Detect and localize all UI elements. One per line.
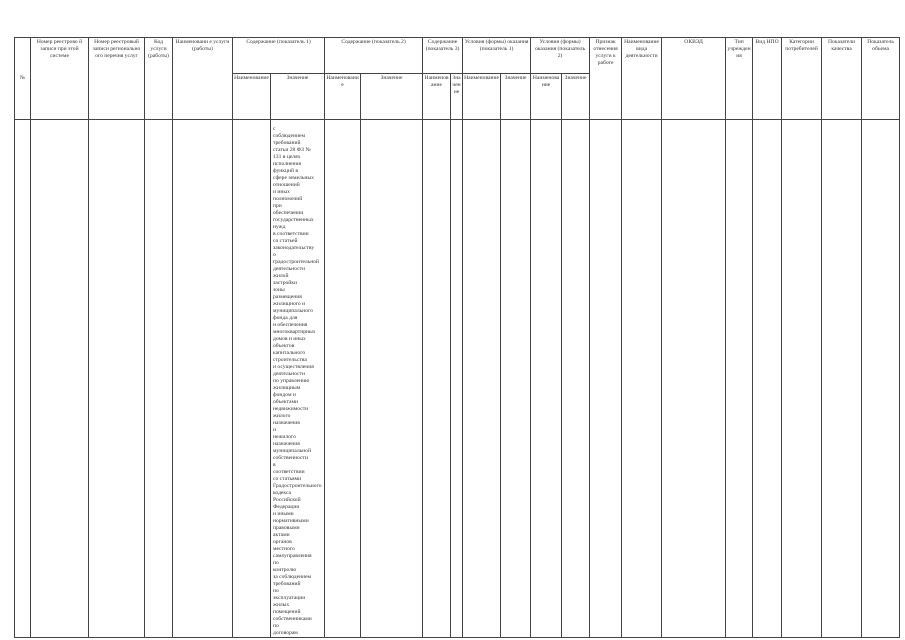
header-sign: Признак отнесения услуги к работе [590,38,622,120]
header-conditions-2: Условия (формы) оказания (показатель 2) [531,38,590,74]
header-activity: Наименование вида деятельности [622,38,662,120]
header-content-1: Содержание (показатель 1) [233,38,325,74]
header-volume: Показатель объема [862,38,900,120]
cell-volume [862,120,900,638]
description-line: сфере земельных [273,175,314,181]
description-line: жилищным [273,385,301,391]
services-register-table [14,37,900,638]
subheader-name: Наименование [325,74,361,120]
description-line: и осуществления [273,364,314,370]
description-line: размещения [273,294,302,300]
description-line: обеспечении [273,210,304,216]
description-line: капитального [273,350,306,356]
description-line: о градостроительной [273,252,319,265]
description-line: актами [273,532,290,538]
header-content-2: Содержание (показатель 2) [325,38,423,74]
cell-content-3-value [451,120,463,638]
description-line: домов и иных [273,336,306,342]
description-line: органов [273,539,292,545]
subheader-value: Значение [501,74,531,120]
description-line: Федерации [273,504,300,510]
header-reg-number: Номер реестрово й записи при этой системе [31,38,89,120]
description-line: зоны [273,287,285,293]
description-line: с [273,126,276,132]
description-line: самоуправления [273,553,312,559]
description-line: исполнения [273,161,302,167]
description-line: за соблюдением [273,574,312,580]
description-line: муниципальной [273,448,311,454]
cell-sign [590,120,622,638]
header-service-code: Код услуги (работы) [145,38,173,120]
description-line: требований [273,140,301,146]
description-line: соответствии [273,469,305,475]
description-line: при [273,203,282,209]
description-line: помещений [273,609,301,615]
subheader-value: Значение [361,74,423,120]
header-institution-type: Тип учреждения [726,38,753,120]
cell-category [782,120,822,638]
header-num: № [15,38,31,120]
description-line: со статьями [273,476,302,482]
cell-npo [753,120,782,638]
description-line: государственных [273,217,314,223]
subheader-name: Наименование [463,74,501,120]
cell-reg-number [31,120,89,638]
description-line: договорам [273,630,298,636]
description-line: жилой [273,273,289,279]
description-line: статьи 28 ФЗ № [273,147,311,153]
description-line: фондом и [273,392,296,398]
description-line: в соответствии [273,231,309,237]
description-line: строительства [273,357,307,363]
register-page [14,37,894,636]
description-line: 131 в целях [273,154,301,160]
subheader-value: Значение [562,74,590,120]
cell-content-1-value [271,120,325,638]
header-content-3: Содержание (показатель 3) [423,38,463,74]
description-line: и иными [273,511,294,517]
description-line: многоквартирных [273,329,316,335]
cell-content-1-name [233,120,271,638]
description-line: по [273,623,279,629]
cell-conditions-1-value [501,120,531,638]
cell-conditions-2-name [531,120,562,638]
description-line: Российской [273,497,301,503]
description-line: застройки [273,280,297,286]
description-line: недвижимости [273,406,309,412]
description-line: деятельности [273,371,306,377]
header-npo: Вид НПО [753,38,782,120]
description-line: жилых [273,602,290,608]
subheader-name: Наименование [423,74,451,120]
header-category: Категории потребителей [782,38,822,120]
description-line: нежилого [273,434,296,440]
description-line: требований [273,581,301,587]
cell-content-2-value [361,120,423,638]
cell-content-3-name [423,120,451,638]
subheader-value: Значение [271,74,325,120]
description-line: функций в [273,168,299,174]
cell-num [15,120,31,638]
description-line: эксплуатации [273,595,306,601]
description-line: соблюдением [273,133,306,139]
description-line: фонда для [273,315,298,321]
description-line: местного [273,546,295,552]
table-row [15,120,900,638]
subheader-name: Наименование [233,74,271,120]
description-line: Градостроительного [273,483,322,489]
description-line: отношений [273,182,300,188]
description-line: контролю [273,567,297,573]
description-line: и [273,427,276,433]
cell-content-2-name [325,120,361,638]
cell-conditions-2-value [562,120,590,638]
description-line: и иных [273,189,290,195]
header-row [15,38,900,74]
subheader-name: Наименование [531,74,562,120]
description-line: со статьей [273,238,298,244]
description-line: собственниками [273,616,312,622]
cell-service-name [173,120,233,638]
cell-okved [662,120,726,638]
description-line: полномочий [273,196,303,202]
description-line: жилого [273,413,291,419]
description-line: правовыми [273,525,300,531]
description-line: кодекса [273,490,292,496]
header-conditions-1: Условия (формы) оказания (показатель 1) [463,38,531,74]
description-line: муниципального [273,308,313,314]
description-line: назначения [273,441,300,447]
cell-service-code [145,120,173,638]
cell-activity [622,120,662,638]
description-line: жилищного и [273,301,306,307]
header-reg-entry: Номер реестровый записи регионально ого перечня услуг [89,38,145,120]
description-line: деятельности [273,266,306,272]
cell-institution-type [726,120,753,638]
description-line: назначения [273,420,300,426]
description-line: нужд [273,224,286,230]
description-line: объектами [273,399,299,405]
description-line: по управлению [273,378,310,384]
description-line: законодательству [273,245,315,251]
description-line: по [273,588,279,594]
header-service-name: Наименовани е услуги (работы) [173,38,233,120]
description-line: нормативными [273,518,309,524]
description-line: объектов [273,343,295,349]
description-line: и обеспечения [273,322,308,328]
cell-conditions-1-name [463,120,501,638]
subheader-value: Значение [451,74,463,120]
header-okved: ОКВЭД [662,38,726,120]
cell-quality [822,120,862,638]
cell-reg-entry [89,120,145,638]
description-line: по [273,560,279,566]
header-quality: Показатели качества [822,38,862,120]
description-line: в [273,462,276,468]
description-line: собственности [273,455,308,461]
